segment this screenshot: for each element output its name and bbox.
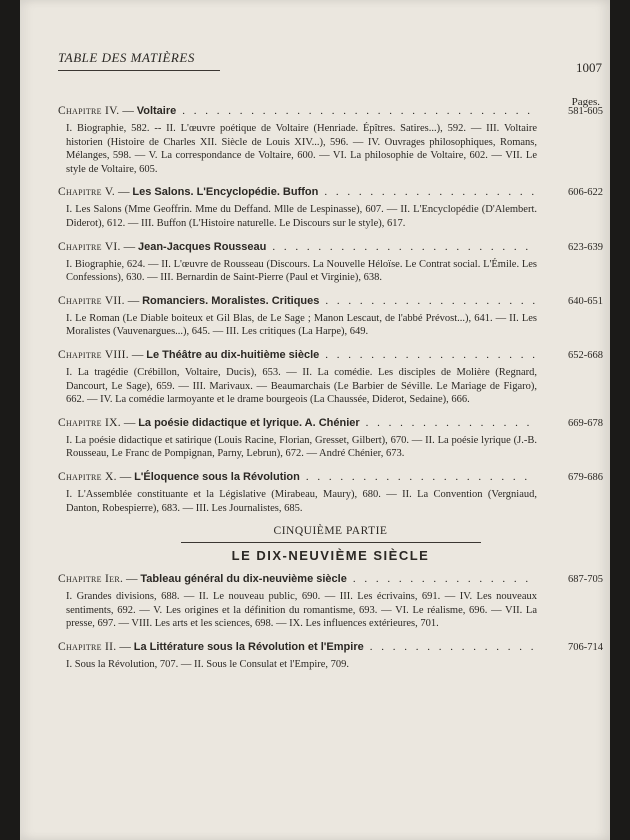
chapter-number: Chapitre VI.	[58, 240, 121, 253]
chapter-title: Romanciers. Moralistes. Critiques	[142, 294, 320, 307]
toc-entry-chapter-6: Chapitre VI. — Jean-Jacques Rousseau . . . 623-639 I. Biographie, 624. — II. L'œuvre de Rousseau (Discours. La Nouvelle Héloïse. Le Contrat social. L'Émile. Les Confessions), 630. — III. Bernardin de Saint-Pierre (Paul et Virginie), 638.	[58, 240, 603, 285]
chapter-summary: I. L'Assemblée constituante et la Législative (Mirabeau, Maury), 680. — II. La Convention (Vergniaud, Danton, Robespierre), 683. — III. Les Journalistes, 685.	[66, 488, 537, 514]
chapter-pages: 640-651	[568, 295, 603, 307]
running-title: TABLE DES MATIÈRES	[58, 50, 195, 65]
chapter-pages: 669-678	[568, 417, 603, 429]
chapter-title: La Littérature sous la Révolution et l'Empire	[133, 640, 364, 653]
part-rule	[181, 542, 481, 543]
chapter-number: Chapitre IX.	[58, 416, 121, 429]
toc-entry-chapter-8: Chapitre VIII. — Le Théâtre au dix-huitième siècle . . . 652-668 I. La tragédie (Crébillon, Voltaire, Ducis), 653. — II. La comédie. Les disciples de Molière (Regnard, Dancourt, Le Sage), 659. — III. Marivaux. — Beaumarchais (Le Barbier de Séville. Le Mariage de Figaro), 662. — IV. La comédie larmoyante et le drame bourgeois (La Chaussée, Diderot, Sedaine), 666.	[58, 348, 603, 407]
header-rule	[58, 70, 220, 71]
book-page	[20, 0, 610, 840]
chapter-pages: 623-639	[568, 241, 603, 253]
chapter-pages: 706-714	[568, 641, 603, 653]
chapter-summary: I. Le Roman (Le Diable boiteux et Gil Blas, de Le Sage ; Manon Lescaut, de l'abbé Prévost...), 641. — II. Les Moralistes (Vauvenargues...), 645. — III. Les critiques (La Harpe), 649.	[66, 312, 537, 338]
part-title: LE DIX-NEUVIÈME SIÈCLE	[231, 548, 430, 564]
dot-leader	[324, 185, 535, 199]
chapter-summary: I. Biographie, 582. -- II. L'œuvre poétique de Voltaire (Henriade. Épîtres. Satires...), 592. — III. Voltaire historien (Histoire de Charles XII. Siècle de Louis XIV...), 596. — IV. Ouvrages philosophiques, Romans, Mélanges, 598. — V. La correspondance de Voltaire, 600. — VI. La philosophie de Voltaire, 602. — VII. Le style de Voltaire, 605.	[66, 123, 537, 175]
chapter-number: Chapitre X.	[58, 470, 117, 483]
chapter-pages: 652-668	[568, 349, 603, 361]
toc-entry-chapter-9: Chapitre IX. — La poésie didactique et lyrique. A. Chénier . . . 669-678 I. La poésie didactique et satirique (Louis Racine, Florian, Gresset, Gilbert), 670. — II. La poésie lyrique (J.-B. Rousseau, Le Franc de Pompignan, Parny, Lebrun), 672. — André Chénier, 673.	[58, 416, 603, 461]
pages-column-label: Pages.	[571, 96, 600, 108]
dot-leader	[272, 240, 535, 254]
dot-leader	[306, 470, 535, 484]
chapter-summary: I. Sous la Révolution, 707. — II. Sous le Consulat et l'Empire, 709.	[66, 658, 350, 670]
chapter-number: Chapitre II.	[58, 640, 117, 653]
toc-entry-part5-chapter-1: Chapitre Ier. — Tableau général du dix-neuvième siècle . . . 687-705 I. Grandes divisions, 688. — II. Le nouveau public, 690. — III. Les écrivains, 691. — IV. Les nouveaux sentiments, 692. — V. Les origines et la définition du romantisme, 693. — VI. Le réalisme, 696. — VII. La presse, 697. — VIII. Les arts et les sciences, 698. — IX. Les influences extérieures, 701.	[58, 572, 603, 631]
chapter-title: Les Salons. L'Encyclopédie. Buffon	[132, 186, 319, 199]
toc-entry-chapter-4: Chapitre IV. — Voltaire . . . 581-605 I. Biographie, 582. -- II. L'œuvre poétique de Voltaire (Henriade. Épîtres. Satires...), 592. — III. Voltaire historien (Histoire de Charles XII. Siècle de Louis XIV...), 596. — IV. Ouvrages philosophiques, Romans, Mélanges, 598. — V. La correspondance de Voltaire, 600. — VI. La philosophie de Voltaire, 602. — VII. Le style de Voltaire, 605.	[58, 104, 603, 176]
page-number: 1007	[576, 60, 602, 75]
chapter-summary: I. Grandes divisions, 688. — II. Le nouveau public, 690. — III. Les écrivains, 691. — IV. Les nouveaux sentiments, 692. — V. Les origines et la définition du romantisme, 693. — VI. Le réalisme, 696. — VII. La presse, 697. — VIII. Les arts et les sciences, 698. — IX. Les influences extérieures, 701.	[66, 591, 537, 630]
chapter-title: Jean-Jacques Rousseau	[137, 240, 267, 253]
chapter-pages: 687-705	[568, 574, 603, 586]
toc-entry-chapter-7: Chapitre VII. — Romanciers. Moralistes. Critiques . . . 640-651 I. Le Roman (Le Diable boiteux et Gil Blas, de Le Sage ; Manon Lescaut, de l'abbé Prévost...), 641. — II. Les Moralistes (Vauvenargues...), 645. — III. Les critiques (La Harpe), 649.	[58, 294, 603, 339]
table-of-contents	[58, 104, 603, 680]
dot-leader	[325, 348, 535, 362]
chapter-summary: I. La poésie didactique et satirique (Louis Racine, Florian, Gresset, Gilbert), 670. — II. La poésie lyrique (J.-B. Rousseau, Le Franc de Pompignan, Parny, Lebrun), 672. — André Chénier, 673.	[66, 434, 537, 460]
chapter-summary: I. Les Salons (Mme Geoffrin. Mme du Deffand. Mlle de Lespinasse), 607. — II. L'Encyclopédie (D'Alembert. Diderot), 612. — III. Buffon (L'Histoire naturelle. Le Discours sur le style), 617.	[66, 204, 537, 229]
dot-leader	[325, 294, 535, 308]
toc-entry-part5-chapter-2: Chapitre II. — La Littérature sous la Révolution et l'Empire . . . 706-714 I. Sous la Révolution, 707. — II. Sous le Consulat et l'Empire, 709.	[58, 640, 603, 672]
chapter-title: La poésie didactique et lyrique. A. Chénier	[138, 416, 360, 429]
chapter-title: Tableau général du dix-neuvième siècle	[140, 573, 347, 586]
chapter-title: L'Éloquence sous la Révolution	[134, 470, 300, 483]
chapter-title: Voltaire	[136, 105, 177, 117]
chapter-summary: I. Biographie, 624. — II. L'œuvre de Rousseau (Discours. La Nouvelle Héloïse. Le Contrat social. L'Émile. Les Confessions), 630. — III. Bernardin de Saint-Pierre (Paul et Virginie), 638.	[66, 258, 537, 284]
dot-leader	[366, 416, 535, 430]
chapter-summary: I. La tragédie (Crébillon, Voltaire, Ducis), 653. — II. La comédie. Les disciples de Molière (Regnard, Dancourt, Le Sage), 659. — III. Marivaux. — Beaumarchais (Le Barbier de Séville. Le Mariage de Figaro), 662. — IV. La comédie larmoyante et le drame bourgeois (La Chaussée, Diderot, Sedaine), 666.	[66, 366, 537, 406]
chapter-title: Le Théâtre au dix-huitième siècle	[146, 348, 320, 361]
chapter-number: Chapitre IV.	[58, 105, 120, 117]
toc-entry-chapter-5: Chapitre V. — Les Salons. L'Encyclopédie. Buffon . . . 606-622 I. Les Salons (Mme Geoffrin. Mme du Deffand. Mlle de Lespinasse), 607. — II. L'Encyclopédie (D'Alembert. Diderot), 612. — III. Buffon (L'Histoire naturelle. Le Discours sur le style), 617.	[58, 185, 603, 230]
chapter-pages: 581-605	[568, 106, 603, 117]
part-label: CINQUIÈME PARTIE	[273, 525, 388, 538]
dot-leader	[353, 572, 535, 586]
chapter-number: Chapitre VIII.	[58, 348, 129, 361]
toc-entry-chapter-10: Chapitre X. — L'Éloquence sous la Révolution . . . 679-686 I. L'Assemblée constituante et la Législative (Mirabeau, Maury), 680. — II. La Convention (Vergniaud, Danton, Robespierre), 683. — III. Les Journalistes, 685.	[58, 470, 603, 515]
dot-leader	[182, 104, 535, 118]
chapter-pages: 606-622	[568, 187, 603, 199]
chapter-pages: 679-686	[568, 471, 603, 483]
dot-leader	[370, 640, 535, 654]
chapter-number: Chapitre VII.	[58, 294, 125, 307]
chapter-number: Chapitre Ier.	[58, 573, 124, 586]
chapter-number: Chapitre V.	[58, 186, 116, 199]
